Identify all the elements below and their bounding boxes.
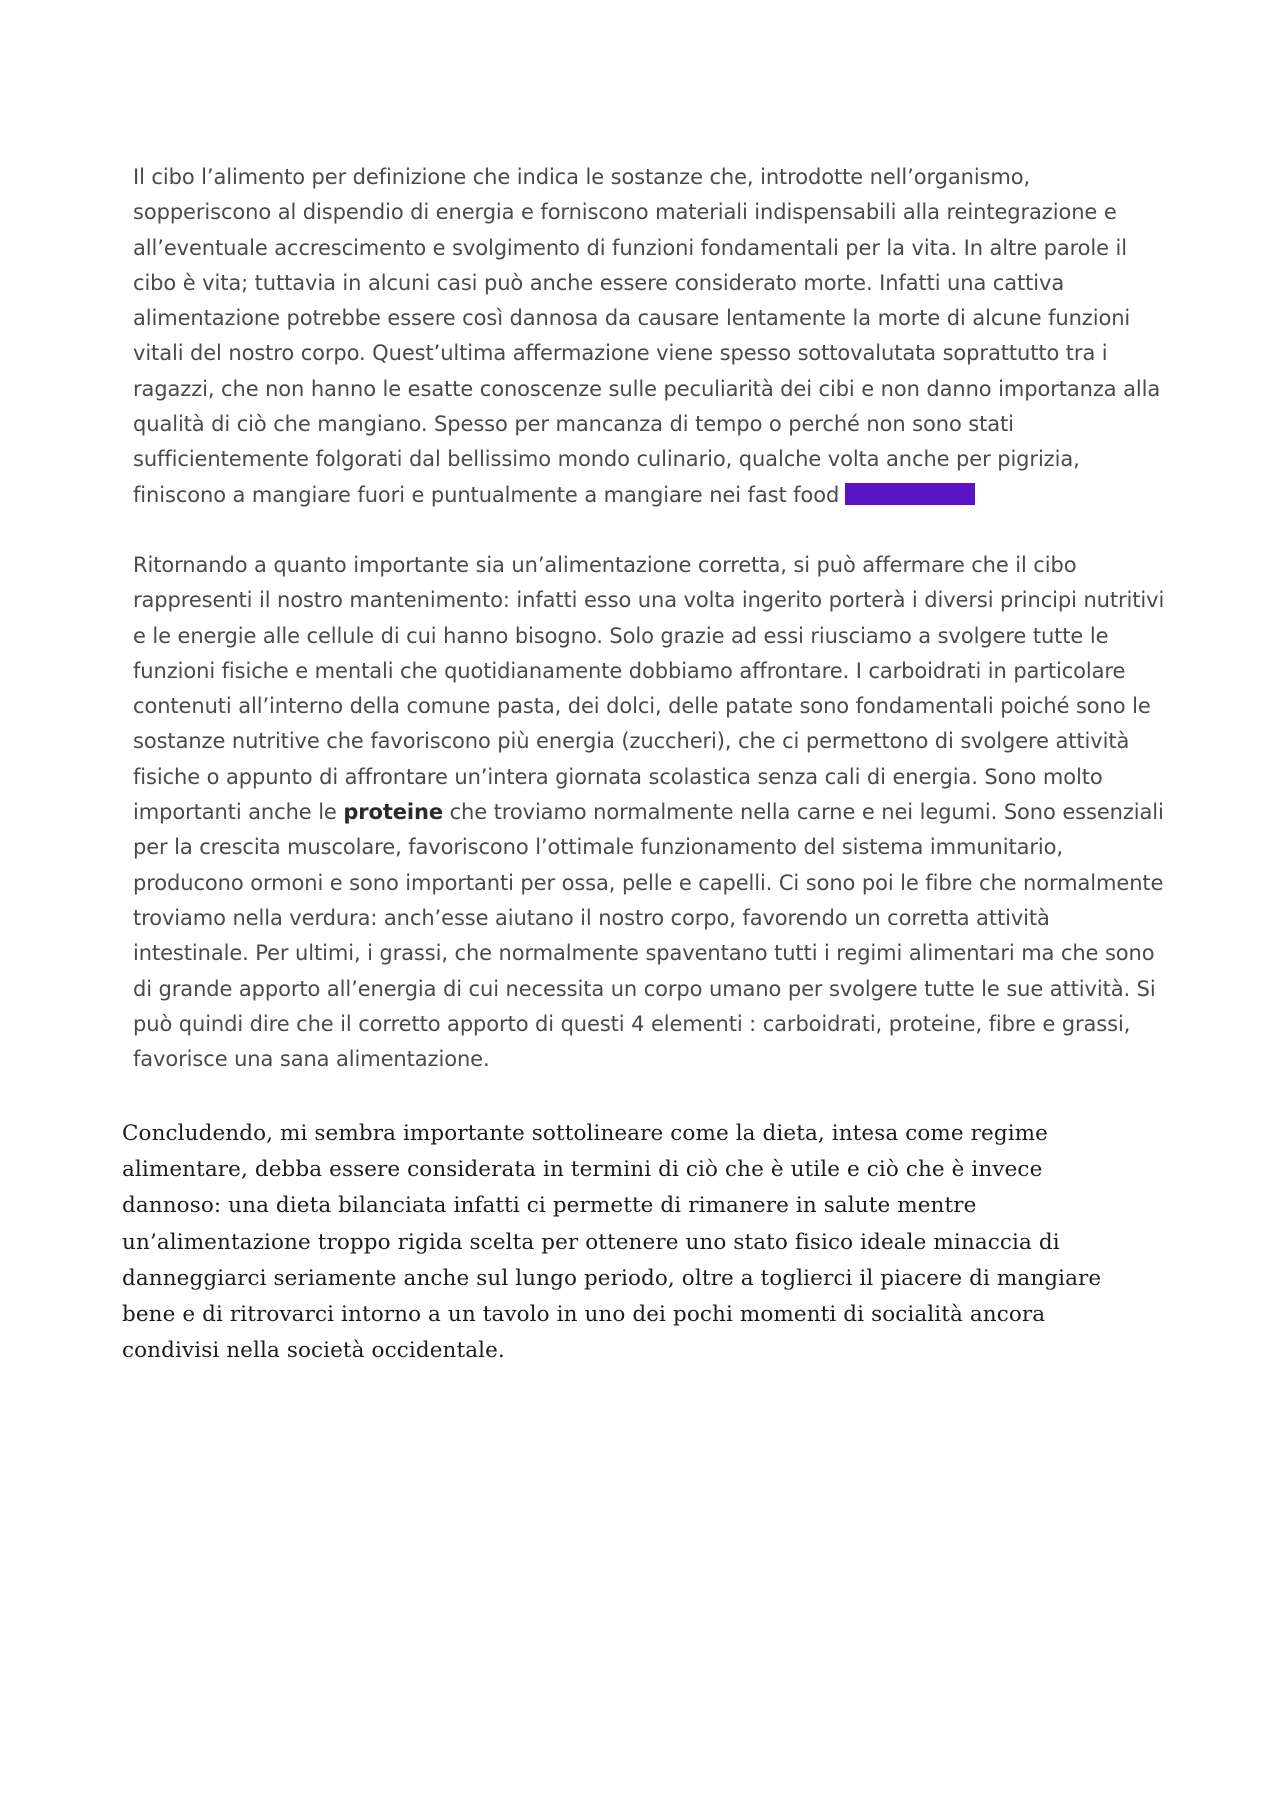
- redaction-highlight: [845, 483, 975, 505]
- paragraph-nutrients: [133, 548, 1168, 1077]
- paragraph-nutrients-text-end: che troviamo normalmente nella carne e nei legumi. Sono essenziali per la crescita muscolare, favoriscono l’ottimale funzionamento del sistema immunitario, producono ormoni e sono importanti per ossa, pelle e capelli. Ci sono poi le fibre che normalmente troviamo nella verdura: anch’esse aiutano il nostro corpo, favorendo un corretta attività intestinale. Per ultimi, i grassi, che normalmente spaventano tutti i regimi alimentari ma che sono di grande apporto all’energia di cui necessita un corpo umano per svolgere tutte le sue attività. Si può quindi dire che il corretto apporto di questi 4 elementi : carboidrati, proteine, fibre e grassi, favorisce una sana alimentazione.: [133, 800, 1164, 1072]
- bold-term-proteine: proteine: [343, 800, 444, 825]
- paragraph-intro-text: Il cibo l’alimento per definizione che indica le sostanze che, introdotte nell’organismo, sopperiscono al dispendio di energia e forniscono materiali indispensabili alla reintegrazione e all’eventuale accrescimento e svolgimento di funzioni fondamentali per la vita. In altre parole il cibo è vita; tuttavia in alcuni casi può anche essere considerato morte. Infatti una cattiva alimentazione potrebbe essere così dannosa da causare lentamente la morte di alcune funzioni vitali del nostro corpo. Quest’ultima affermazione viene spesso sottovalutata soprattutto tra i ragazzi, che non hanno le esatte conoscenze sulle peculiarità dei cibi e non danno importanza alla qualità di ciò che mangiano. Spesso per mancanza di tempo o perché non sono stati sufficientemente folgorati dal bellissimo mondo culinario, qualche volta anche per pigrizia, finiscono a mangiare fuori e puntualmente a mangiare nei fast food: [133, 165, 1161, 507]
- paragraph-nutrients-text-start: Ritornando a quanto importante sia un’alimentazione corretta, si può affermare che il cibo rappresenti il nostro mantenimento: infatti esso una volta ingerito porterà i diversi principi nutritivi e le energie alle cellule di cui hanno bisogno. Solo grazie ad essi riusciamo a svolgere tutte le funzioni fisiche e mentali che quotidianamente dobbiamo affrontare. I carboidrati in particolare contenuti all’interno della comune pasta, dei dolci, delle patate sono fondamentali poiché sono le sostanze nutritive che favoriscono più energia (zuccheri), che ci permettono di svolgere attività fisiche o appunto di affrontare un’intera giornata scolastica senza cali di energia. Sono molto importanti anche le: [133, 553, 1165, 825]
- paragraph-intro: [133, 160, 1168, 513]
- paragraph-conclusion-text: Concludendo, mi sembra importante sottolineare come la dieta, intesa come regime alimentare, debba essere considerata in termini di ciò che è utile e ciò che è invece dannoso: una dieta bilanciata infatti ci permette di rimanere in salute mentre un’alimentazione troppo rigida scelta per ottenere uno stato fisico ideale minaccia di danneggiarci seriamente anche sul lungo periodo, oltre a toglierci il piacere di mangiare bene e di ritrovarci intorno a un tavolo in uno dei pochi momenti di socialità ancora condivisi nella società occidentale.: [122, 1121, 1102, 1364]
- paragraph-conclusion: [122, 1116, 1122, 1369]
